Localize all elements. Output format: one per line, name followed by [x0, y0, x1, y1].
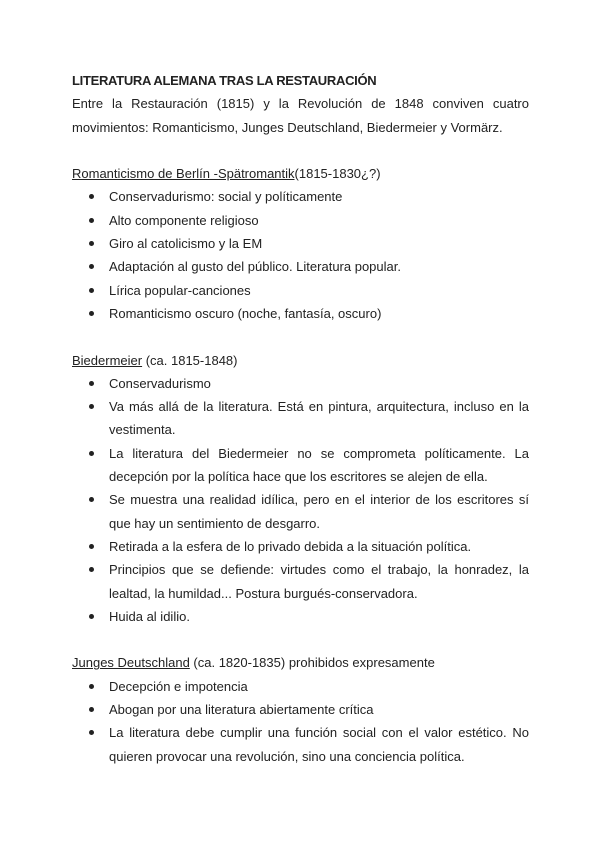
list-item-text: Conservadurismo: social y políticamente	[109, 189, 343, 205]
sections	[72, 139, 529, 768]
bullet-icon	[89, 707, 94, 712]
bullet-icon	[89, 544, 94, 549]
section-heading-underlined: Biedermeier	[72, 352, 143, 368]
list-item-text: Lírica popular-canciones	[109, 282, 251, 298]
list-item	[109, 698, 529, 721]
bullet-list	[72, 372, 529, 628]
list-item-text: Adaptación al gusto del público. Literatura popular.	[109, 259, 401, 275]
list-item	[109, 209, 529, 232]
section-heading-dates: (ca. 1820-1835) prohibidos expresamente	[189, 655, 435, 671]
list-item-text: La literatura debe cumplir una función social con el valor estético. No quieren provocar una revolución, sino una conciencia política.	[109, 725, 529, 764]
bullet-list	[72, 675, 529, 768]
list-item	[109, 302, 529, 325]
bullet-icon	[89, 497, 94, 502]
bullet-icon	[89, 730, 94, 735]
list-item	[109, 535, 529, 558]
section-heading-dates: (1815-1830¿?)	[294, 166, 381, 182]
list-item-text: La literatura del Biedermeier no se comprometa políticamente. La decepción por la política hace que los escritores se alejen de ella.	[109, 445, 529, 485]
bullet-icon	[89, 614, 94, 619]
bullet-icon	[89, 218, 94, 223]
document-page	[72, 69, 529, 768]
list-item	[109, 232, 529, 255]
bullet-icon	[89, 451, 94, 456]
list-item	[109, 372, 529, 395]
bullet-icon	[89, 567, 94, 572]
list-item-text: Romanticismo oscuro (noche, fantasía, oscuro)	[109, 305, 382, 321]
list-item	[109, 255, 529, 278]
list-item	[109, 558, 529, 605]
list-item-text: Giro al catolicismo y la EM	[109, 236, 263, 252]
list-item-text: Se muestra una realidad idílica, pero en el interior de los escritores sí que hay un sentimiento de desgarro.	[109, 492, 529, 531]
bullet-icon	[89, 684, 94, 689]
list-item-text: Huida al idilio.	[109, 608, 190, 624]
bullet-icon	[89, 241, 94, 246]
bullet-list	[72, 185, 529, 325]
list-item-text: Alto componente religioso	[109, 212, 259, 228]
list-item	[109, 185, 529, 208]
section-heading-underlined: Junges Deutschland	[72, 655, 190, 671]
section-heading	[72, 162, 529, 185]
intro-paragraph: Entre la Restauración (1815) y la Revolución de 1848 conviven cuatro movimientos: Romanticismo, Junges Deutschland, Biedermeier y Vormärz.	[72, 96, 529, 135]
list-item	[109, 675, 529, 698]
list-item-text: Principios que se defiende: virtudes como el trabajo, la honradez, la lealtad, la humildad... Postura burgués-conservadora.	[109, 562, 529, 601]
list-item-text: Va más allá de la literatura. Está en pintura, arquitectura, incluso en la vestimenta.	[109, 399, 529, 438]
document-title: LITERATURA ALEMANA TRAS LA RESTAURACIÓN	[72, 73, 377, 88]
bullet-icon	[89, 404, 94, 409]
list-item-text: Decepción e impotencia	[109, 678, 248, 694]
list-item	[109, 721, 529, 768]
blank-line	[72, 325, 529, 348]
bullet-icon	[89, 381, 94, 386]
list-item-text: Conservadurismo	[109, 375, 211, 391]
section-heading-underlined: Romanticismo de Berlín -Spätromantik	[72, 166, 295, 182]
section-heading-dates: (ca. 1815-1848)	[142, 352, 238, 368]
list-item-text: Retirada a la esfera de lo privado debida a la situación política.	[109, 538, 472, 554]
bullet-icon	[89, 194, 94, 199]
list-item	[109, 488, 529, 535]
section-heading	[72, 651, 529, 674]
list-item	[109, 279, 529, 302]
blank-line	[72, 628, 529, 651]
section-heading	[72, 349, 529, 372]
bullet-icon	[89, 311, 94, 316]
blank-line	[72, 139, 529, 162]
list-item-text: Abogan por una literatura abiertamente crítica	[109, 702, 374, 718]
bullet-icon	[89, 264, 94, 269]
bullet-icon	[89, 288, 94, 293]
list-item	[109, 395, 529, 442]
list-item	[109, 442, 529, 489]
list-item	[109, 605, 529, 628]
